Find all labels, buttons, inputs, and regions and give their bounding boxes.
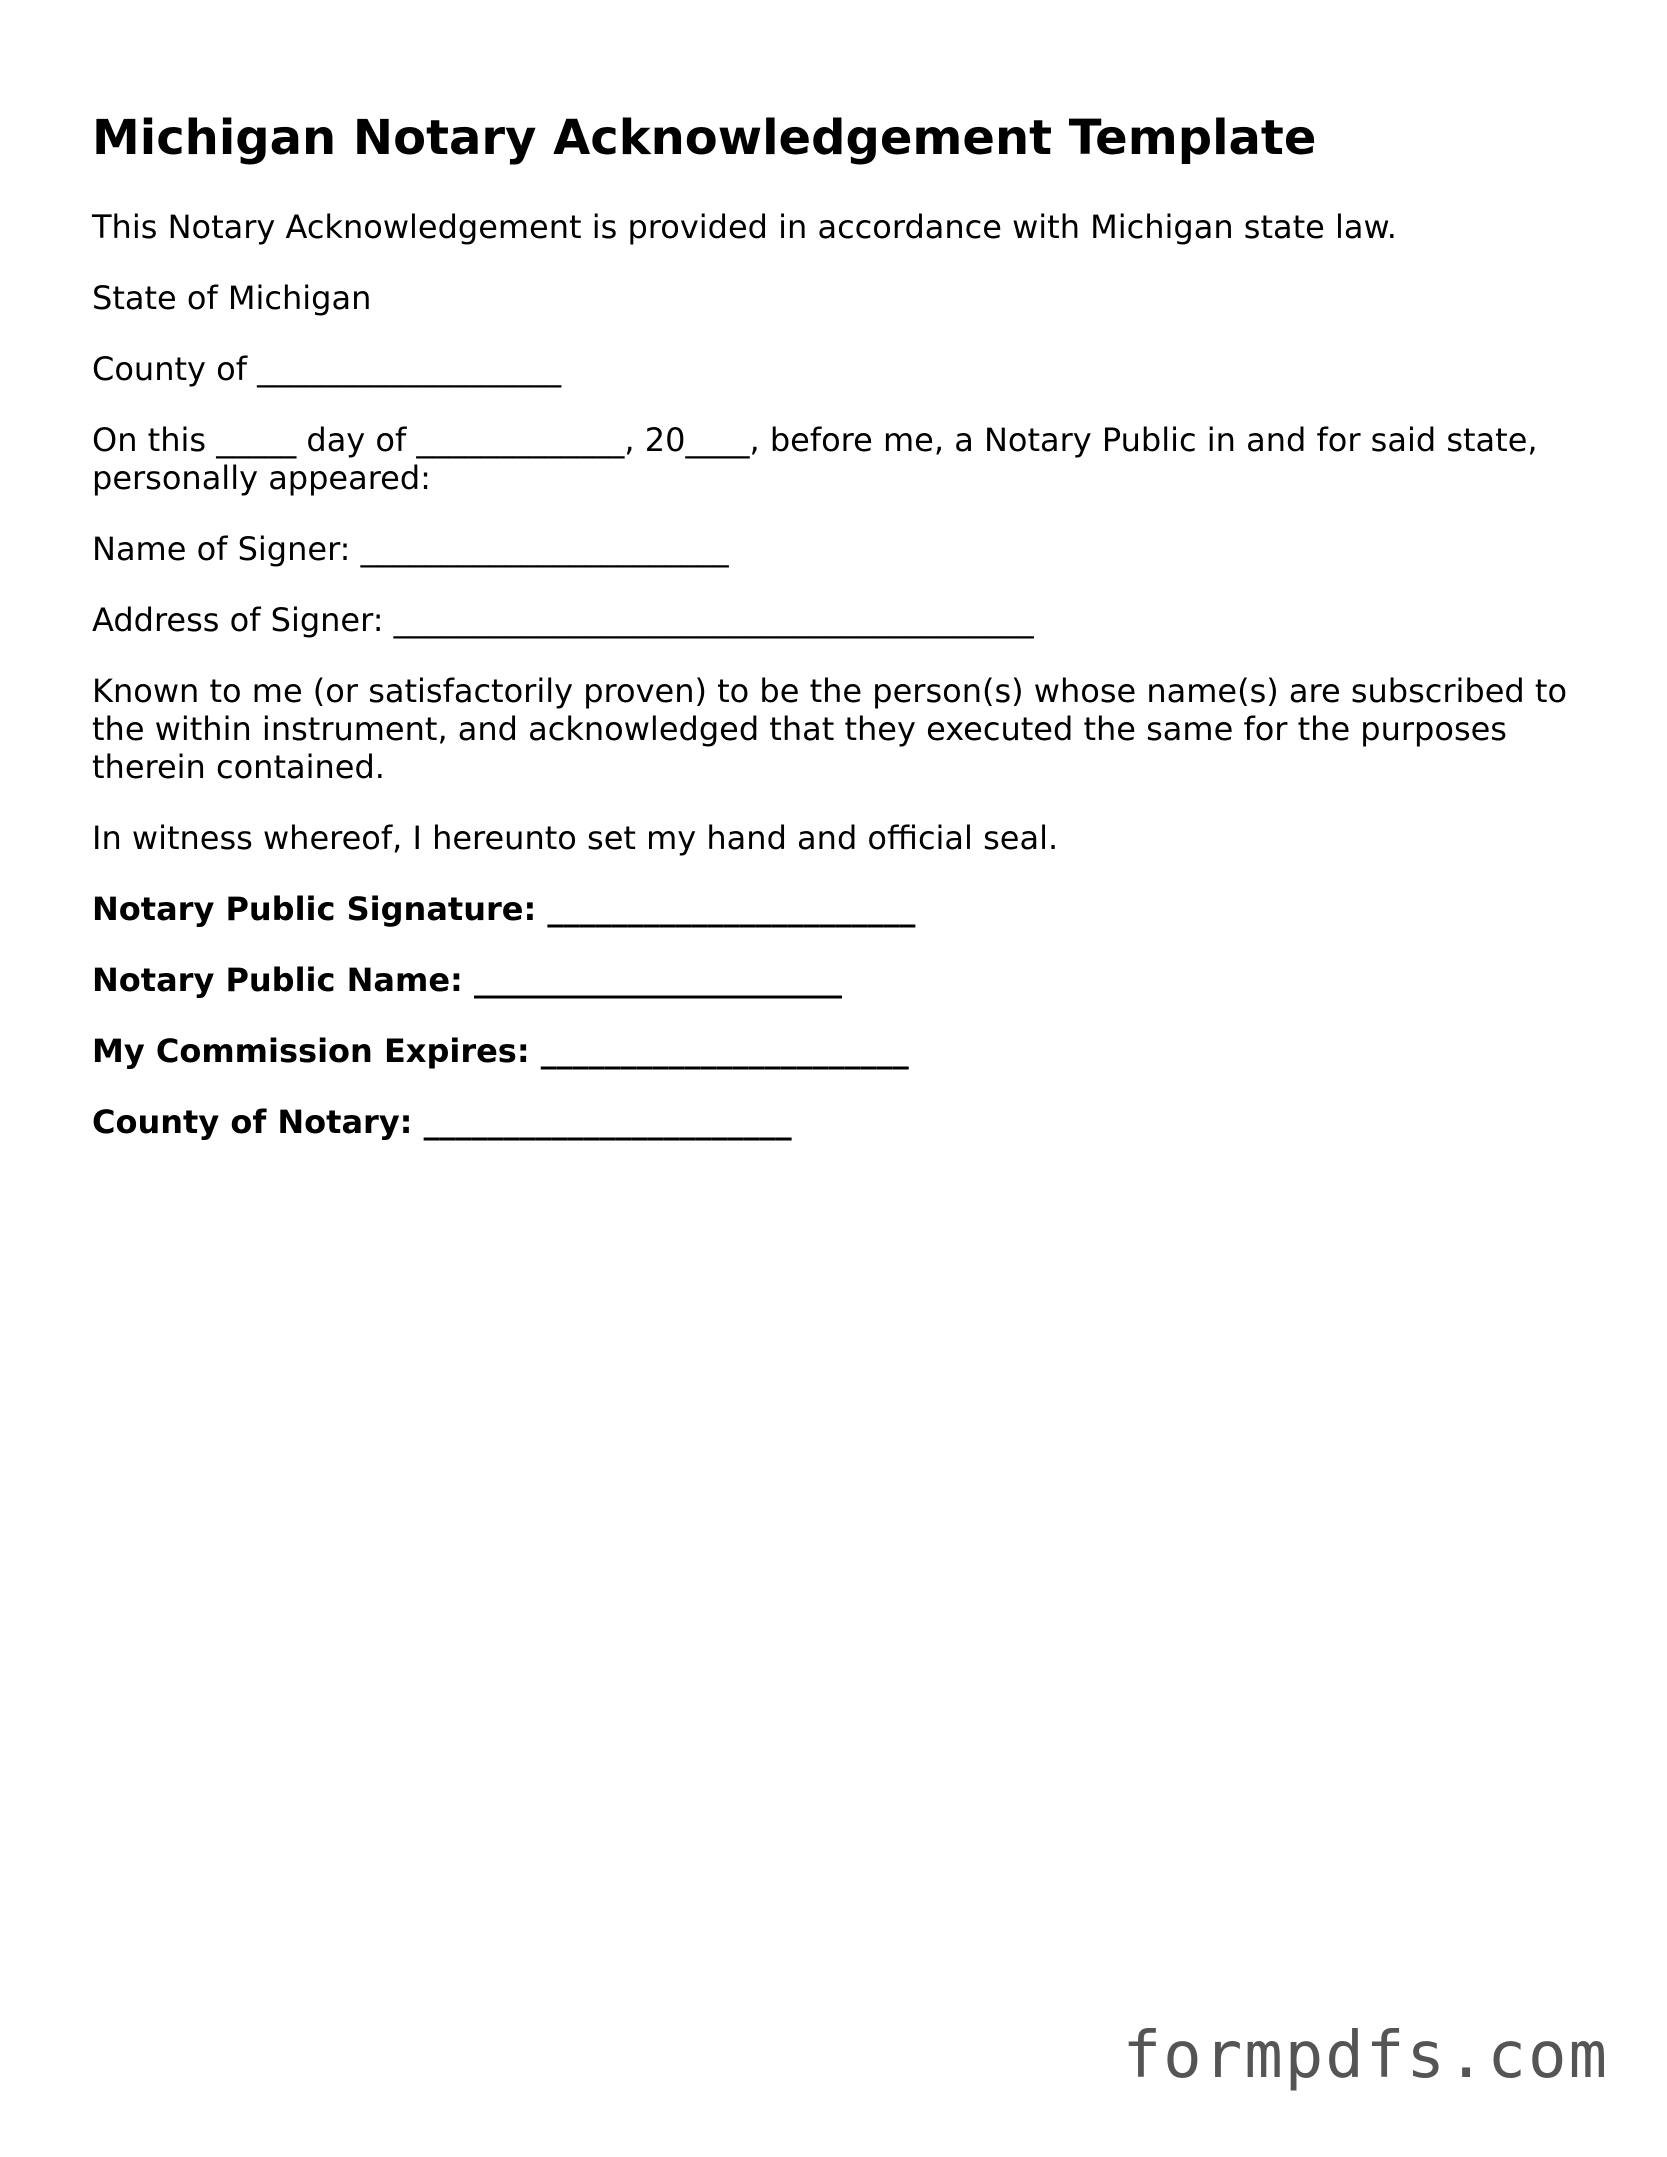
notary-signature-line: Notary Public Signature: _______________________ <box>92 889 916 928</box>
notary-name-line: Notary Public Name: _______________________ <box>92 960 842 999</box>
acknowledgment-paragraph: Known to me (or satisfactorily proven) to be the person(s) whose name(s) are subscribed to the within instrument, and acknowledged that they executed the same for the purposes therein contained. <box>92 671 1568 786</box>
intro-paragraph: This Notary Acknowledgement is provided in accordance with Michigan state law. <box>92 207 1397 246</box>
commission-expires-line: My Commission Expires: _______________________ <box>92 1031 909 1070</box>
watermark: formpdfs.com <box>1122 2019 1609 2093</box>
signer-address-line: Address of Signer: ________________________________________ <box>92 600 1034 639</box>
notary-county-line: County of Notary: _______________________ <box>92 1102 792 1141</box>
county-line: County of ___________________ <box>92 349 562 388</box>
witness-line: In witness whereof, I hereunto set my hand and official seal. <box>92 818 1059 857</box>
document-page <box>92 110 1592 1174</box>
state-line: State of Michigan <box>92 278 372 317</box>
appearance-line: On this _____ day of _____________, 20____, before me, a Notary Public in and for said state, personally appeared: <box>92 420 1538 497</box>
signer-name-line: Name of Signer: _______________________ <box>92 529 729 568</box>
document-title: Michigan Notary Acknowledgement Template <box>92 110 1317 166</box>
